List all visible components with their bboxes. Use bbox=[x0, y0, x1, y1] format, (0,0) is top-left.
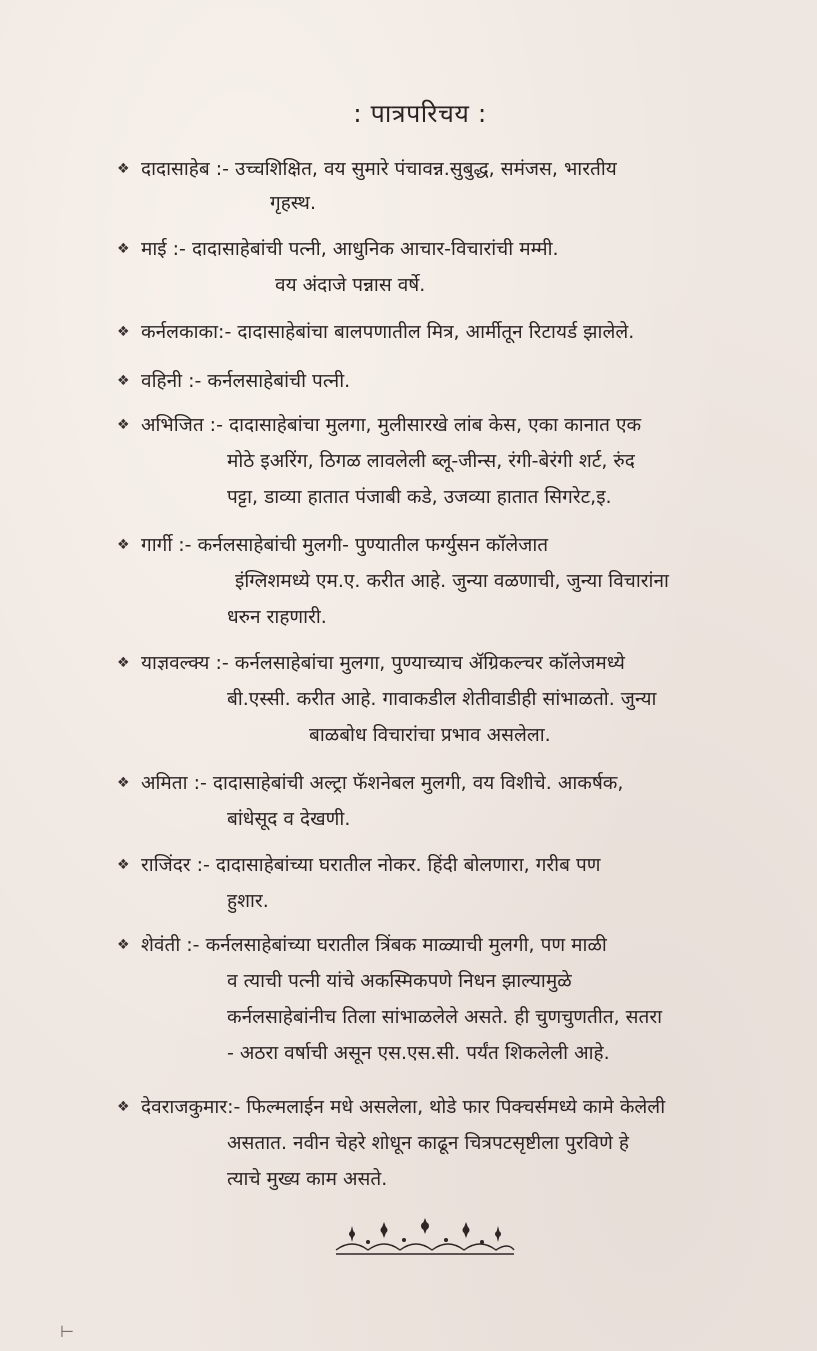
diamond-bullet-icon: ❖ bbox=[117, 241, 130, 257]
diamond-bullet-icon: ❖ bbox=[117, 655, 130, 671]
entry-line: मोठे इअरिंग, ठिगळ लावलेली ब्लू-जीन्स, रंगी-बेरंगी शर्ट, रुंद bbox=[227, 450, 635, 472]
page-title: : पात्रपरिचय : bbox=[353, 99, 487, 128]
floral-ornament-icon bbox=[332, 1214, 518, 1258]
entry-line: दादासाहेब :- उच्चशिक्षित, वय सुमारे पंचावन्न.सुबुद्ध, समंजस, भारतीय bbox=[141, 158, 617, 180]
diamond-bullet-icon: ❖ bbox=[117, 937, 130, 953]
entry-line: त्याचे मुख्य काम असते. bbox=[227, 1168, 388, 1190]
entry-line: बांधेसूद व देखणी. bbox=[227, 808, 351, 830]
entry-line: अमिता :- दादासाहेबांची अल्ट्रा फॅशनेबल मुलगी, वय विशीचे. आकर्षक, bbox=[141, 772, 624, 794]
entry-line: गृहस्थ. bbox=[270, 192, 316, 214]
entry-line: असतात. नवीन चेहरे शोधून काढून चित्रपटसृष्टीला पुरविणे हे bbox=[227, 1132, 629, 1154]
entry-line: इंग्लिशमध्ये एम.ए. करीत आहे. जुन्या वळणाची, जुन्या विचारांना bbox=[235, 570, 669, 592]
diamond-bullet-icon: ❖ bbox=[117, 373, 130, 389]
page-mark: ⊢ bbox=[60, 1322, 74, 1341]
entry-line: बी.एस्सी. करीत आहे. गावाकडील शेतीवाडीही सांभाळतो. जुन्या bbox=[227, 688, 657, 710]
entry-line: धरुन राहणारी. bbox=[227, 606, 327, 628]
entry-line: माई :- दादासाहेबांची पत्नी, आधुनिक आचार-विचारांची मम्मी. bbox=[141, 238, 559, 260]
entry-line: - अठरा वर्षाची असून एस.एस.सी. पर्यंत शिकलेली आहे. bbox=[227, 1042, 610, 1064]
diamond-bullet-icon: ❖ bbox=[117, 775, 130, 791]
diamond-bullet-icon: ❖ bbox=[117, 1099, 130, 1115]
entry-line: बाळबोध विचारांचा प्रभाव असलेला. bbox=[309, 724, 551, 746]
entry-line: व त्याची पत्नी यांचे अकस्मिकपणे निधन झाल्यामुळे bbox=[227, 970, 572, 992]
entry-line: गार्गी :- कर्नलसाहेबांची मुलगी- पुण्यातील फर्ग्युसन कॉलेजात bbox=[141, 534, 549, 556]
diamond-bullet-icon: ❖ bbox=[117, 417, 130, 433]
entry-line: देवराजकुमार:- फिल्मलाईन मधे असलेला, थोडे फार पिक्चर्समध्ये कामे केलेली bbox=[141, 1096, 666, 1118]
entry-line: कर्नलकाका:- दादासाहेबांचा बालपणातील मित्र, आर्मीतून रिटायर्ड झालेले. bbox=[141, 321, 635, 343]
entry-line: शेवंती :- कर्नलसाहेबांच्या घरातील त्रिंबक माळ्याची मुलगी, पण माळी bbox=[141, 934, 607, 956]
entry-line: हुशार. bbox=[227, 890, 269, 912]
entry-line: याज्ञवल्क्य :- कर्नलसाहेबांचा मुलगा, पुण्याच्याच ॲग्रिकल्चर कॉलेजमध्ये bbox=[141, 652, 625, 674]
diamond-bullet-icon: ❖ bbox=[117, 537, 130, 553]
entry-line: पट्टा, डाव्या हातात पंजाबी कडे, उजव्या हातात सिगरेट,इ. bbox=[227, 486, 612, 508]
entry-line: वय अंदाजे पन्नास वर्षे. bbox=[275, 274, 426, 296]
entry-line: कर्नलसाहेबांनीच तिला सांभाळलेले असते. ही चुणचुणतीत, सतरा bbox=[227, 1006, 663, 1028]
entry-line: वहिनी :- कर्नलसाहेबांची पत्नी. bbox=[141, 370, 351, 392]
diamond-bullet-icon: ❖ bbox=[117, 324, 130, 340]
diamond-bullet-icon: ❖ bbox=[117, 161, 130, 177]
entry-line: अभिजित :- दादासाहेबांचा मुलगा, मुलीसारखे लांब केस, एका कानात एक bbox=[141, 414, 642, 436]
diamond-bullet-icon: ❖ bbox=[117, 857, 130, 873]
entry-line: राजिंदर :- दादासाहेबांच्या घरातील नोकर. हिंदी बोलणारा, गरीब पण bbox=[141, 854, 601, 876]
